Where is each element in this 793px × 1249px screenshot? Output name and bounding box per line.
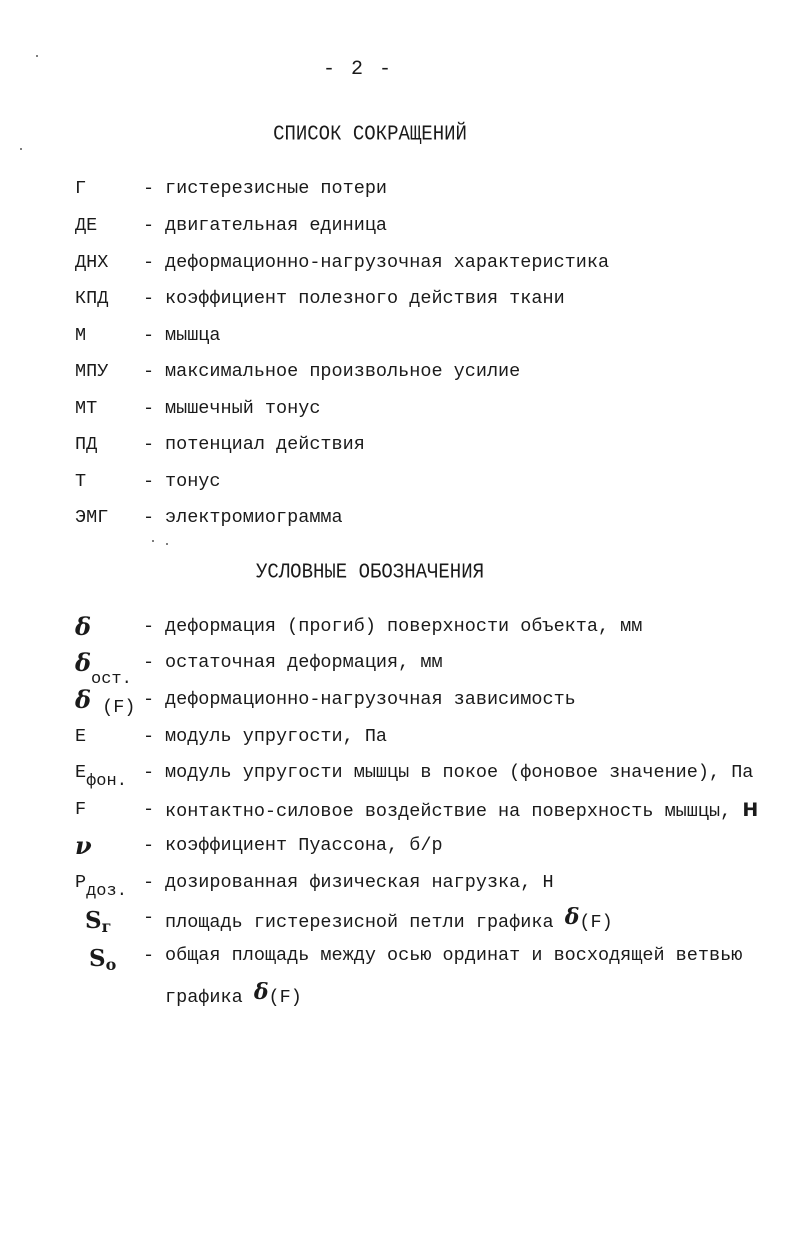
dash: - xyxy=(143,945,155,966)
abbr-desc: мышечный тонус xyxy=(165,398,321,419)
abbr-desc: максимальное произвольное усилие xyxy=(165,361,521,382)
symbol-desc: общая площадь между осью ординат и восходящей ветвью xyxy=(165,945,743,966)
abbr-desc: тонус xyxy=(165,471,221,492)
symbols-title: УСЛОВНЫЕ ОБОЗНАЧЕНИЯ xyxy=(255,559,485,585)
abbr-term: ДЕ xyxy=(75,215,98,236)
e-fon-symbol: Ефон. xyxy=(75,762,127,791)
symbol-desc: остаточная деформация, мм xyxy=(165,652,443,673)
symbol-desc: модуль упругости, Па xyxy=(165,726,388,747)
symbol-desc-continuation: графика δ(F) xyxy=(165,979,302,1008)
symbol-desc: коэффициент Пуассона, б/р xyxy=(165,835,443,856)
dash: - xyxy=(143,361,155,382)
delta-ost-symbol: δост. xyxy=(75,648,132,689)
dash: - xyxy=(143,726,155,747)
s-g-symbol: Sг xyxy=(85,907,112,936)
scan-speck xyxy=(166,543,168,545)
dash: - xyxy=(143,252,155,273)
abbr-desc: электромиограмма xyxy=(165,507,343,528)
dash: - xyxy=(143,434,155,455)
abbreviations-title: СПИСОК СОКРАЩЕНИЙ xyxy=(273,121,467,147)
dash: - xyxy=(143,652,155,673)
abbr-term: ЭМГ xyxy=(75,507,109,528)
symbol-desc: деформационно-нагрузочная зависимость xyxy=(165,689,576,710)
abbr-term: МТ xyxy=(75,398,98,419)
abbr-term: Т xyxy=(75,471,87,492)
dash: - xyxy=(143,907,155,928)
symbol-desc: контактно-силовое воздействие на поверхность мышцы, Н xyxy=(165,799,759,822)
scan-speck xyxy=(36,55,38,57)
delta-symbol: δ xyxy=(75,612,92,641)
dash: - xyxy=(143,835,155,856)
dash: - xyxy=(143,471,155,492)
scan-speck xyxy=(152,540,154,542)
symbol-desc: дозированная физическая нагрузка, Н xyxy=(165,872,554,893)
abbr-desc: деформационно-нагрузочная характеристика xyxy=(165,252,610,273)
dash: - xyxy=(143,799,155,820)
abbr-term: ДНХ xyxy=(75,252,109,273)
dash: - xyxy=(143,507,155,528)
symbol-desc: площадь гистерезисной петли графика δ(F) xyxy=(165,904,613,933)
dash: - xyxy=(143,616,155,637)
newton-unit: Н xyxy=(742,799,759,821)
s-o-symbol: So xyxy=(89,945,117,974)
abbr-term: Г xyxy=(75,178,87,199)
abbr-desc: двигательная единица xyxy=(165,215,388,236)
scan-speck xyxy=(20,148,22,150)
dash: - xyxy=(143,288,155,309)
page-number: - 2 - xyxy=(322,58,393,81)
delta-f-symbol: δ (F) xyxy=(75,685,136,718)
f-symbol: F xyxy=(75,799,87,820)
p-doz-symbol: Рдоз. xyxy=(75,872,127,901)
dash: - xyxy=(143,215,155,236)
dash: - xyxy=(143,398,155,419)
symbol-desc: модуль упругости мышцы в покое (фоновое значение), Па xyxy=(165,762,754,783)
e-symbol: Е xyxy=(75,726,87,747)
symbol-desc: деформация (прогиб) поверхности объекта, мм xyxy=(165,616,643,637)
dash: - xyxy=(143,325,155,346)
abbr-term: МПУ xyxy=(75,361,109,382)
abbr-term: ПД xyxy=(75,434,98,455)
abbr-term: М xyxy=(75,325,87,346)
dash: - xyxy=(143,689,155,710)
dash: - xyxy=(143,178,155,199)
nu-symbol: ν xyxy=(75,831,92,860)
abbr-desc: гистерезисные потери xyxy=(165,178,388,199)
abbr-term: КПД xyxy=(75,288,109,309)
abbr-desc: коэффициент полезного действия ткани xyxy=(165,288,565,309)
dash: - xyxy=(143,872,155,893)
abbr-desc: потенциал действия xyxy=(165,434,365,455)
abbr-desc: мышца xyxy=(165,325,221,346)
dash: - xyxy=(143,762,155,783)
